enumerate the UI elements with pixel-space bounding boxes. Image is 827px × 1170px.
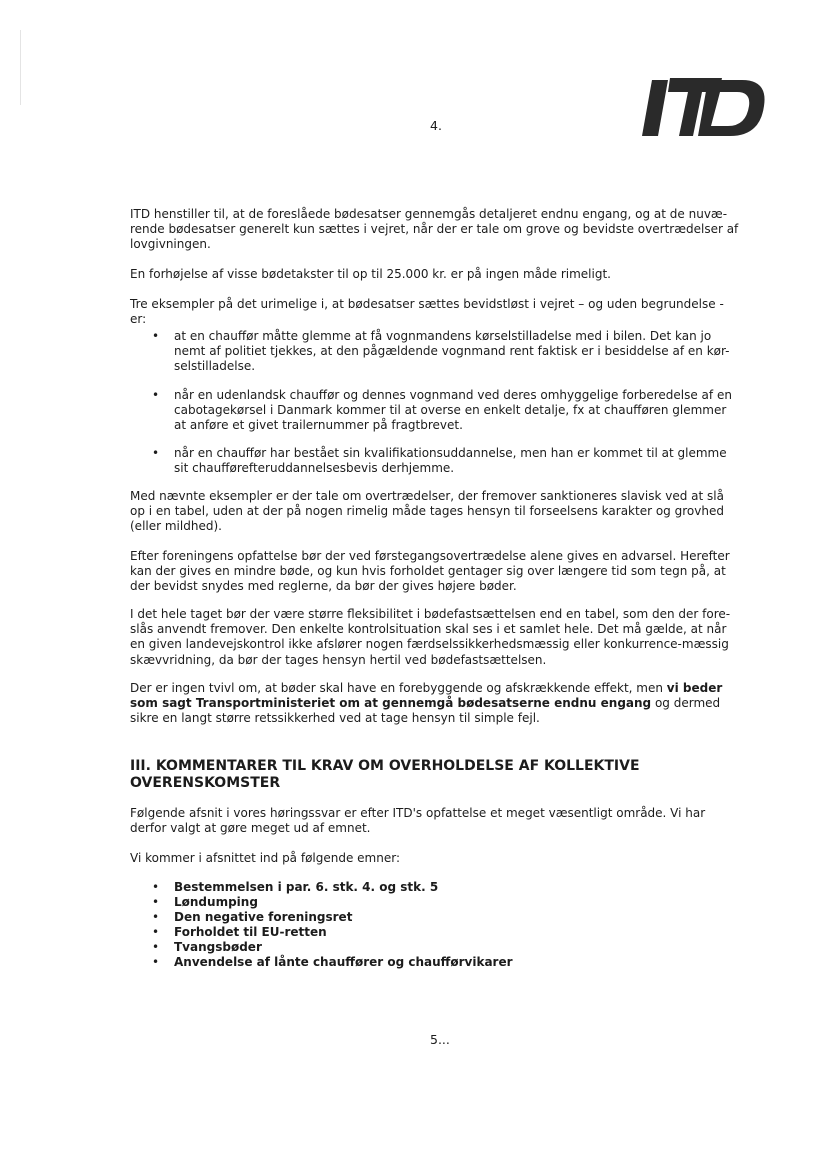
request-text-start: Der er ingen tvivl om, at bøder skal have en forebyggende og afskrækkende effekt, men (130, 681, 667, 695)
list-item (130, 329, 742, 375)
list-item (130, 955, 742, 970)
example-text: når en udenlandsk chauffør og dennes vognmand ved deres omhyggelige forberedelse af en cabotagekørsel i Danmark kommer til at overse en enkelt detalje, fx at chaufføren glemmer at anføre et givet trailernummer på fragtbrevet. (174, 387, 732, 433)
topic-text: Tvangsbøder (174, 940, 262, 954)
section-heading: III. KOMMENTARER TIL KRAV OM OVERHOLDELSE AF KOLLEKTIVE OVERENSKOMSTER (130, 758, 640, 791)
page-number: 4. (430, 118, 442, 133)
list-item (130, 940, 742, 955)
paragraph-fine-increase: En forhøjelse af visse bødetakster til op til 25.000 kr. er på ingen måde rimeligt. (130, 267, 611, 281)
topic-text: Forholdet til EU-retten (174, 925, 327, 939)
bullet-icon: • (152, 895, 160, 909)
bullet-icon: • (152, 387, 160, 402)
bullet-icon: • (152, 925, 160, 939)
bullet-icon: • (152, 910, 160, 924)
paragraph-warning-first: Efter foreningens opfattelse bør der ved førstegangsovertrædelse alene gives en advarsel. Herefter kan der gives en mindre bøde, og kun hvis forholdet gentager sig over længere tid som tegn på, at der bevidst snydes med reglerne, da bør der gives højere bøder. (130, 549, 730, 594)
bullet-icon: • (152, 446, 160, 461)
continuation-marker: 5... (430, 1032, 450, 1047)
list-item (130, 910, 742, 925)
examples-list (130, 329, 742, 477)
request-text-bold: vi beder som sagt Transportministeriet om at gennemgå bødesatserne endnu engang (130, 681, 723, 711)
paragraph-examples-conclusion: Med nævnte eksempler er der tale om overtrædelser, der fremover sanktioneres slavisk ved at slå op i en tabel, uden at der på nogen rimelig måde tages hensyn til forseelsens karakter og grovhed (eller mildhed). (130, 489, 724, 534)
topics-list (130, 880, 742, 970)
bullet-icon: • (152, 955, 160, 969)
paragraph-recommendation: ITD henstiller til, at de foreslåede bødesatser gennemgås detaljeret endnu engang, og at de nuvæ-rende bødesatser generelt kun sættes i vejret, når der er tale om grove og bevidste overtrædelser af lovgivningen. (130, 207, 739, 252)
paragraph-section-intro: Følgende afsnit i vores høringssvar er efter ITD's opfattelse et meget væsentligt område. Vi har derfor valgt at gøre meget ud af emnet. (130, 806, 706, 836)
list-item (130, 895, 742, 910)
paragraph-topics-intro: Vi kommer i afsnittet ind på følgende emner: (130, 851, 400, 865)
bullet-icon: • (152, 880, 160, 894)
topic-text: Bestemmelsen i par. 6. stk. 4. og stk. 5 (174, 880, 439, 894)
bullet-icon: • (152, 329, 160, 343)
bullet-icon: • (152, 940, 160, 954)
list-item (130, 925, 742, 940)
list-item (130, 880, 742, 895)
example-text: når en chauffør har bestået sin kvalifikationsuddannelse, men han er kommet til at glemme sit chaufførefteruddannelsesbevis derhjemme. (174, 446, 727, 476)
topic-text: Den negative foreningsret (174, 910, 353, 924)
paragraph-request (130, 681, 742, 727)
scan-edge-line (20, 30, 21, 105)
topic-text: Anvendelse af lånte chauffører og chaufførvikarer (174, 955, 513, 969)
request-text-end: og dermed sikre en langt større retssikkerhed ved at tage hensyn til simple fejl. (130, 696, 721, 726)
paragraph-examples-intro: Tre eksempler på det urimelige i, at bødesatser sættes bevidstløst i vejret – og uden begrundelse - er: (130, 297, 724, 327)
itd-logo (638, 74, 770, 140)
list-item (130, 388, 742, 434)
topic-text: Løndumping (174, 895, 258, 909)
paragraph-flexibility: I det hele taget bør der være større fleksibilitet i bødefastsættelsen end en tabel, som den der fore-slås anvendt fremover. Den enkelte kontrolsituation skal ses i et samlet hele. Det må gælde, at når en given landevejskontrol ikke afslører nogen færdselssikkerhedsmæssig eller konkurrence-mæssig skævvridning, da bør der tages hensyn hertil ved bødefastsættelsen. (130, 607, 731, 667)
example-text: at en chauffør måtte glemme at få vognmandens kørselstilladelse med i bilen. Det kan jo nemt af politiet tjekkes, at den pågældende vognmand rent faktisk er i besiddelse af en kør-selstilladelse. (174, 329, 730, 374)
list-item (130, 446, 742, 476)
